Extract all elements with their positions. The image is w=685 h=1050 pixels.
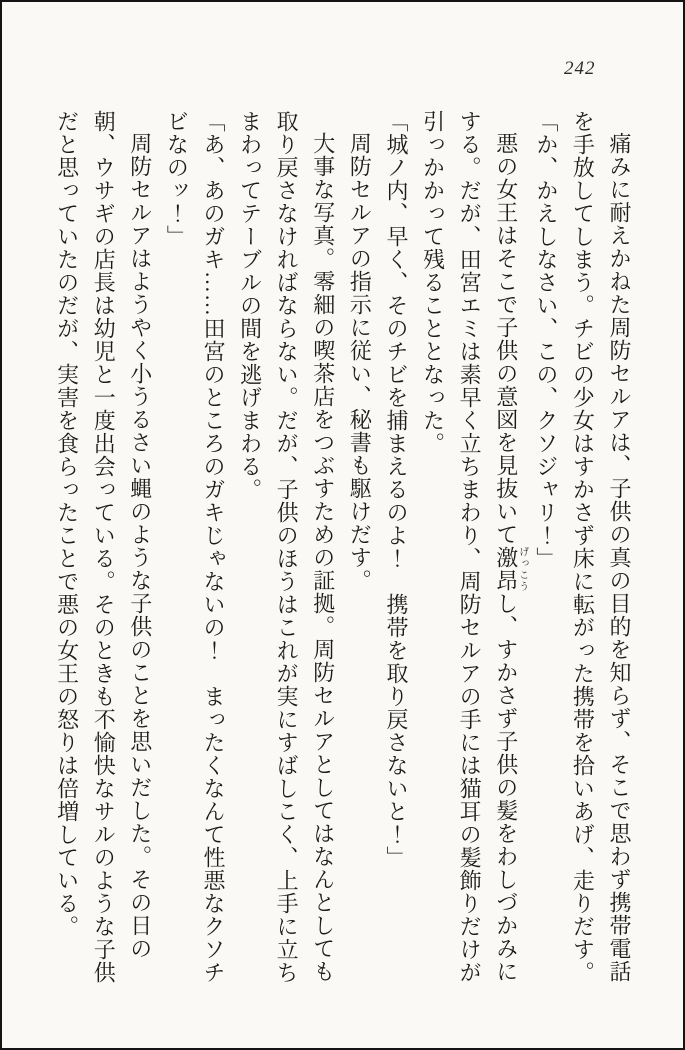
paragraph-3-seg2: し、すかさず子供の髪をわしづかみにする。だが、田宮エミは素早く立ちまわり、周防セルアの手には猫耳の髪飾りだけが引っかかって残ることとなった。 [420, 110, 519, 984]
paragraph-3 [414, 110, 527, 990]
vertical-text-block [49, 110, 637, 990]
paragraph-1: 痛みに耐えかねた周防セルアは、子供の真の目的を知らず、そこで思わず携帯電話を手放してしまう。チビの少女はすかさず床に転がった携帯を拾いあげ、走りだす。 [570, 110, 632, 984]
paragraph-6: 大事な写真。零細の喫茶店をつぶすための証拠。周防セルアとしてはなんとしても取り戻さなければならない。だが、子供のほうはこれが実にすばしこく、上手に立ちまわってテーブルの間を逃げまわる。 [237, 110, 336, 984]
page-number: 242 [564, 58, 596, 79]
ruby-text: げっこう [516, 546, 528, 592]
paragraph-4-dialogue: 「城ノ内、早く、そのチビを捕まえるのよ！ 携帯を取り戻さないと！」 [383, 110, 409, 869]
ruby-base: 激昂 [493, 546, 519, 592]
paragraph-5: 周防セルアの指示に従い、秘書も駆けだす。 [347, 132, 373, 592]
paragraph-7-dialogue: 「あ、あのガキ……田宮のところのガキじゃないの！ まったくなんて性悪なクソチビなのッ！」 [164, 110, 226, 984]
ruby-annotation [493, 546, 528, 592]
paragraph-3-seg1: 悪の女王はそこで子供の意図を見抜いて [493, 132, 519, 546]
paragraph-8: 周防セルアはようやく小うるさい蝿のような子供のことを思いだした。その日の朝、ウサギの店長は幼児と一度出会っている。そのときも不愉快なサルのような子供だと思っていたのだが、実害を食らったことで悪の女王の怒りは倍増している。 [54, 110, 153, 984]
paragraph-2-dialogue: 「か、かえしなさい、この、クソジャリ！」 [533, 110, 559, 570]
